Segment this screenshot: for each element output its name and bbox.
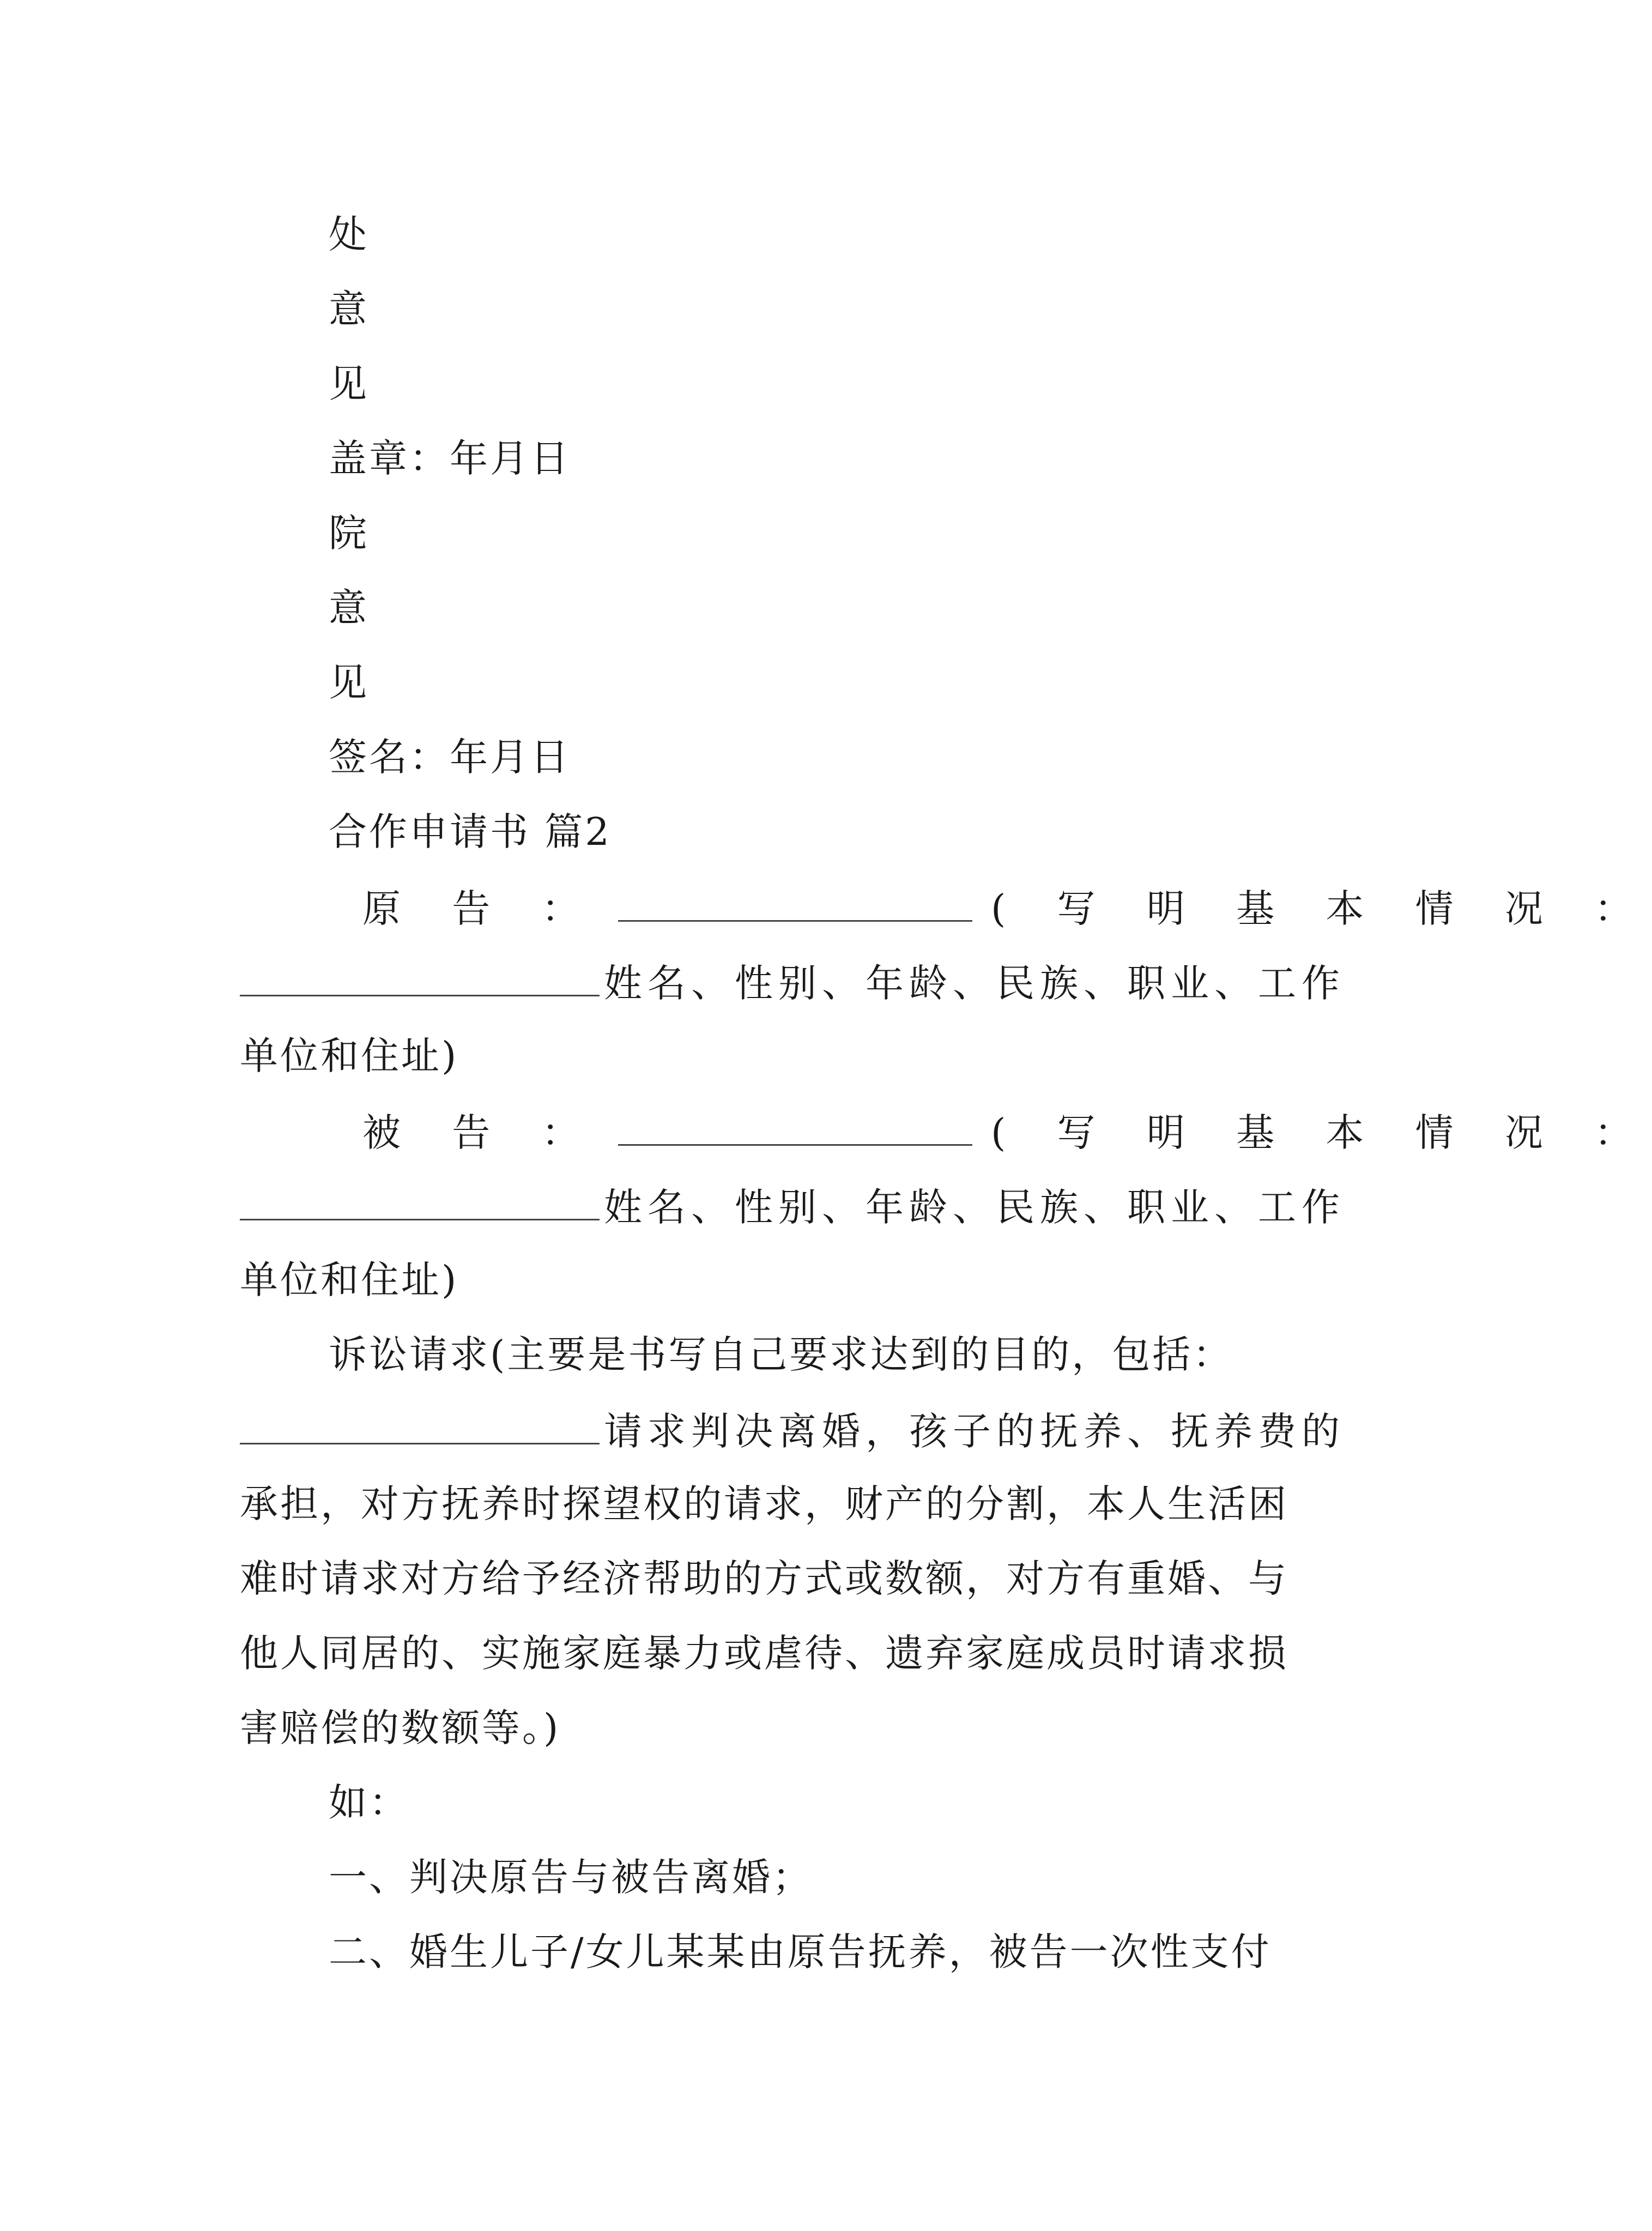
signature-date-line: 签名：年月日 [329,735,571,779]
example-label: 如： [329,1780,409,1825]
fragment-line: 见 [329,361,369,406]
defendant-note-cont: 姓名、性别、年龄、民族、职业、工作 [604,1185,1345,1230]
plaintiff-note-cont: 姓名、性别、年龄、民族、职业、工作 [604,961,1345,1006]
claim-line-3: 承担，对方抚养时探望权的请求，财产的分割，本人生活困 [240,1482,1288,1526]
claim-line-4: 难时请求对方给予经济帮助的方式或数额，对方有重婚、与 [240,1556,1288,1601]
claim-line-2-text: 请求判决离婚，孩子的抚养、抚养费的 [604,1409,1345,1454]
stamp-date-line: 盖章：年月日 [329,436,571,481]
fragment-line: 处 [329,212,369,257]
defendant-blank-2 [240,1181,600,1220]
claim-blank [240,1405,600,1444]
list-item: 一、判决原告与被告离婚； [329,1855,813,1900]
section-title: 合作申请书 篇2 [329,809,612,854]
defendant-note-end: 单位和住址) [240,1257,459,1302]
list-item: 二、婚生儿子/女儿某某由原告抚养，被告一次性支付 [329,1930,1272,1974]
plaintiff-line [362,882,1652,933]
defendant-line [362,1106,1652,1157]
plaintiff-blank [618,882,972,922]
defendant-note-line [240,1181,1345,1232]
plaintiff-blank-2 [240,957,600,996]
claim-line-5: 他人同居的、实施家庭暴力或虐待、遗弃家庭成员时请求损 [240,1631,1288,1676]
plaintiff-note-line [240,957,1345,1008]
plaintiff-label: 原 告 ： [362,886,600,931]
defendant-blank [618,1106,972,1146]
fragment-line: 见 [329,660,369,705]
claim-line-2 [240,1405,1345,1456]
plaintiff-note-start: ( 写 明 基 本 情 况 ： [991,886,1652,931]
plaintiff-note-end: 单位和住址) [240,1033,459,1078]
defendant-note-start: ( 写 明 基 本 情 况 ： [991,1110,1652,1155]
defendant-label: 被 告 ： [362,1110,600,1155]
claim-line-6: 害赔偿的数额等。) [240,1706,561,1750]
fragment-line: 意 [329,585,369,630]
fragment-line: 意 [329,287,369,331]
claim-line-1: 诉讼请求(主要是书写自己要求达到的目的，包括： [329,1332,1233,1377]
fragment-line: 院 [329,511,369,555]
